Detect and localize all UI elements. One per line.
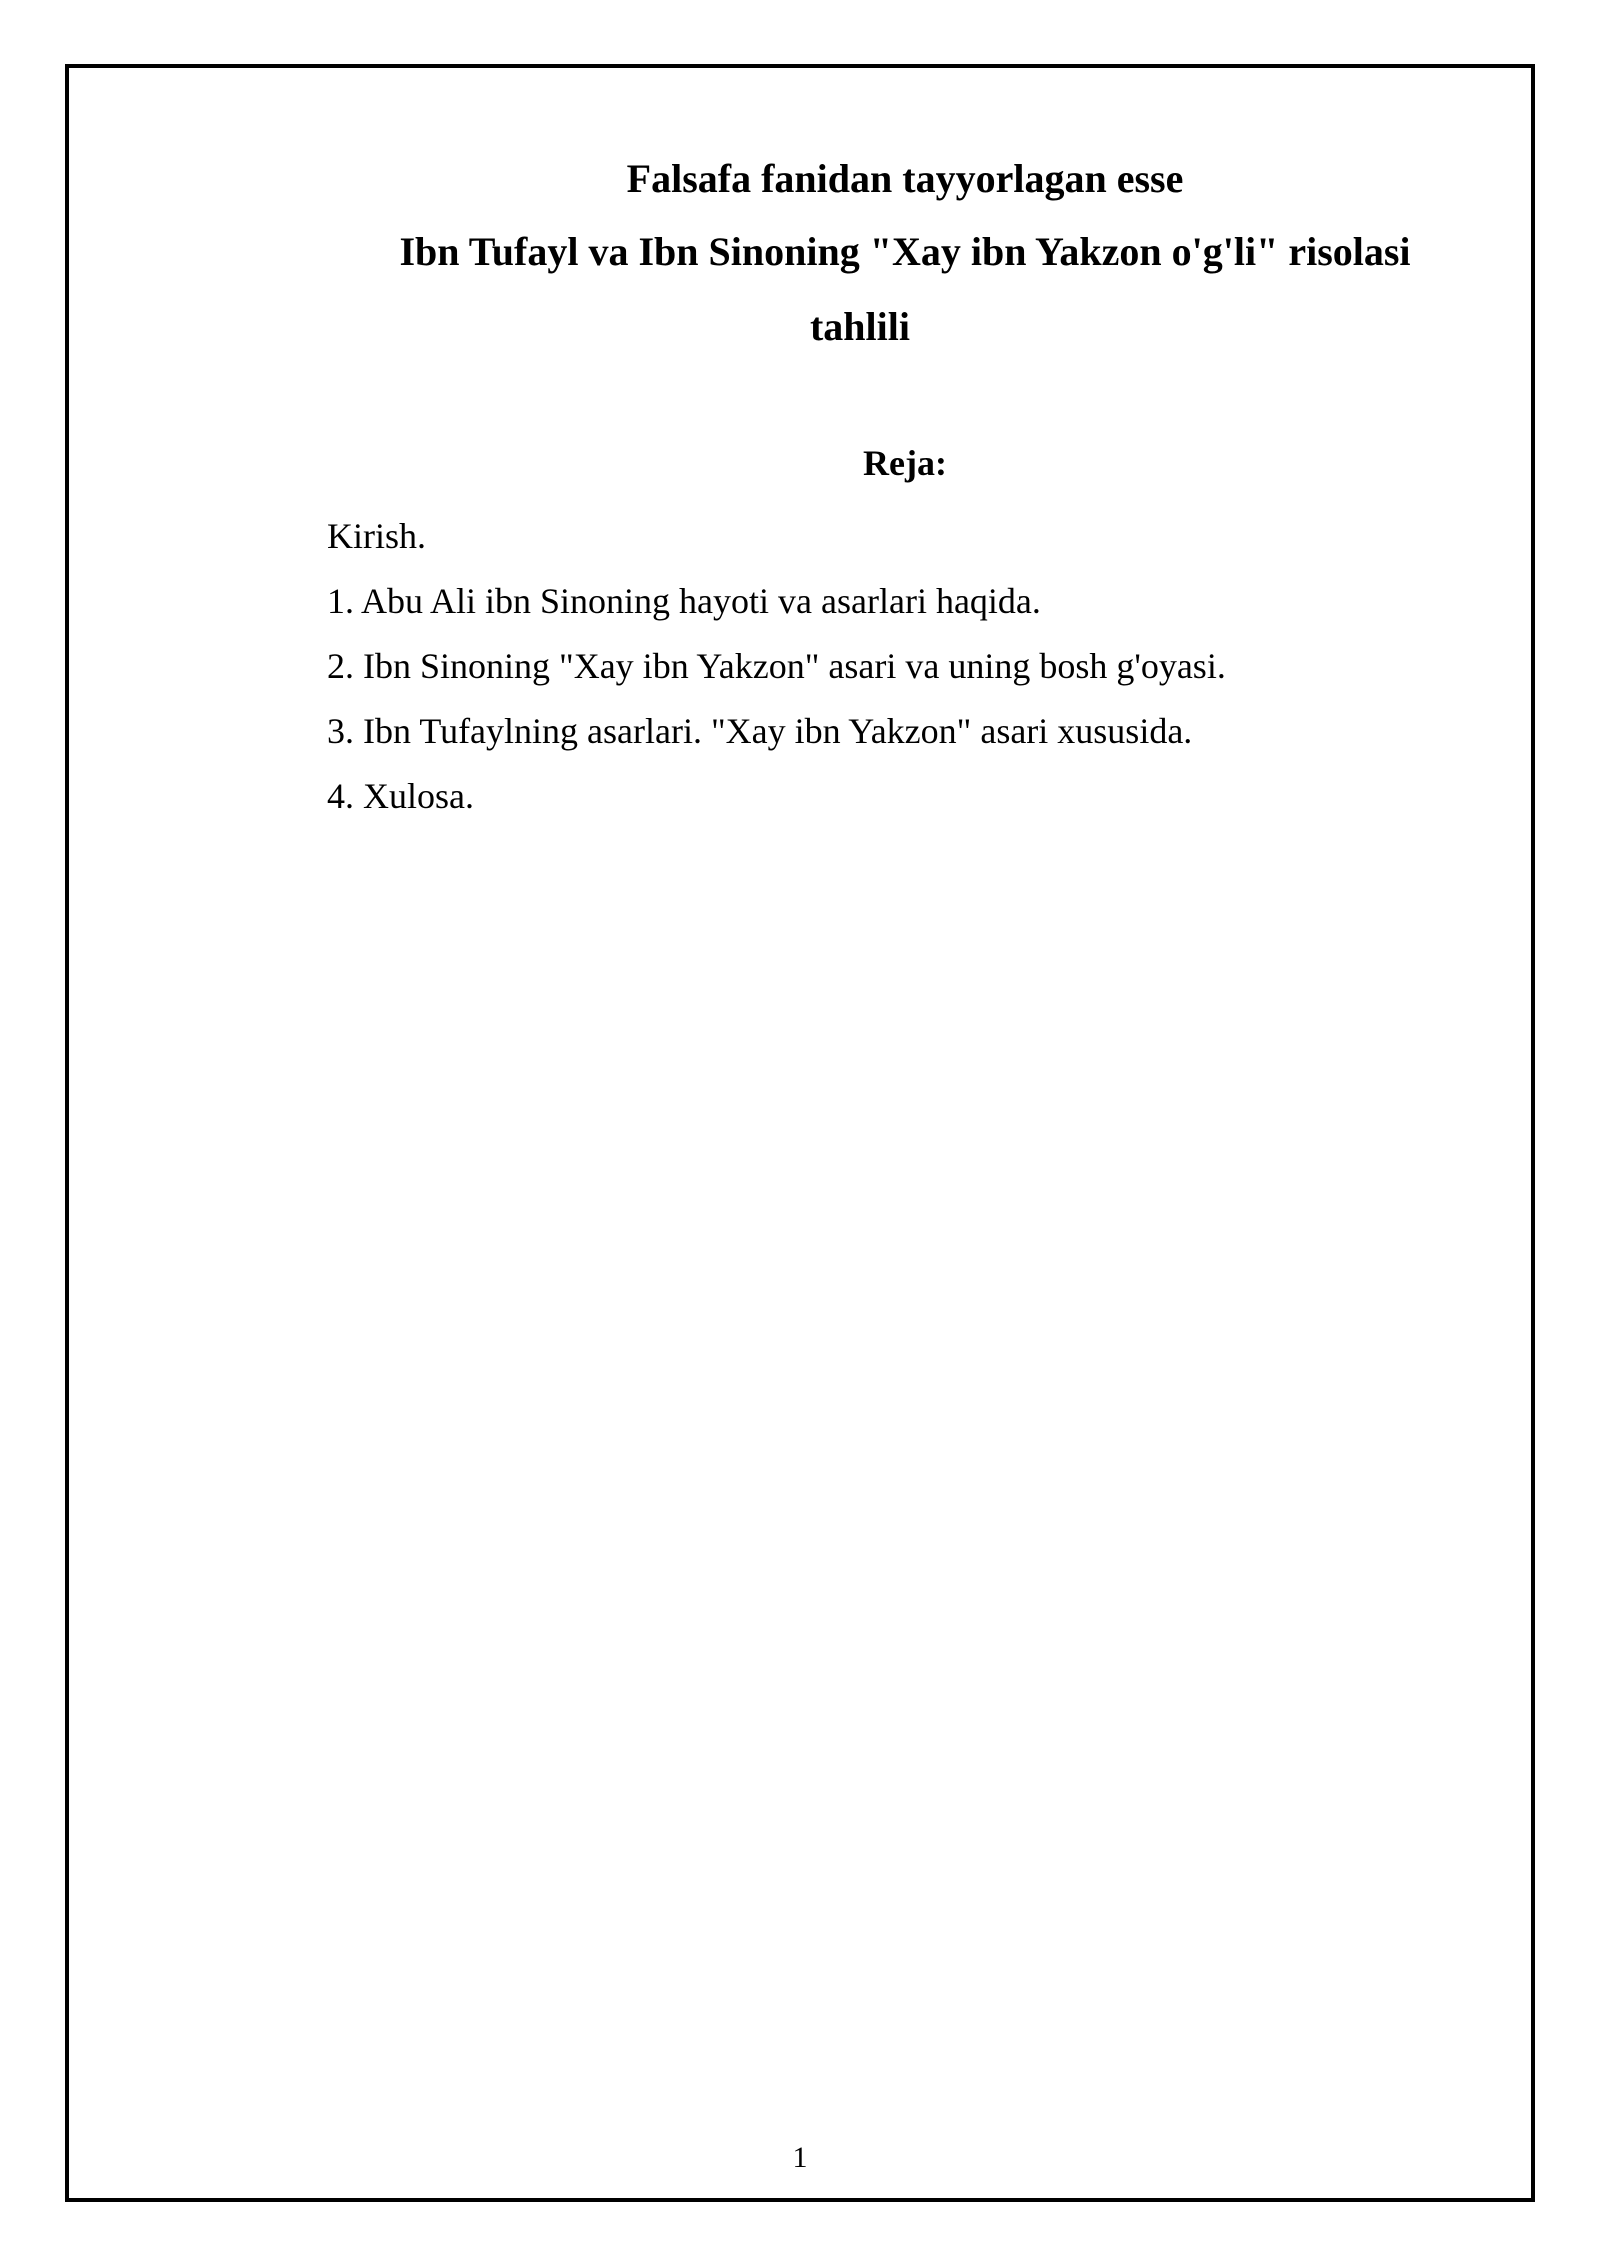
plan-item-2: 2. Ibn Sinoning "Xay ibn Yakzon" asari va uning bosh g'oyasi.	[327, 646, 1226, 686]
document-title-line-1: Falsafa fanidan tayyorlagan esse	[626, 156, 1184, 201]
plan-list	[327, 504, 1226, 829]
plan-item-1: 1. Abu Ali ibn Sinoning hayoti va asarlari haqida.	[327, 581, 1041, 621]
plan-item-intro: Kirish.	[327, 516, 426, 556]
plan-item-3: 3. Ibn Tufaylning asarlari. "Xay ibn Yakzon" asari xususida.	[327, 711, 1193, 751]
plan-item-conclusion: 4. Xulosa.	[327, 776, 474, 816]
document-title-line-2: Ibn Tufayl va Ibn Sinoning "Xay ibn Yakzon o'g'li" risolasi	[399, 229, 1411, 274]
document-title-line-3: tahlili	[809, 304, 911, 349]
page-number: 1	[792, 2141, 808, 2174]
plan-heading: Reja:	[863, 443, 947, 483]
page-frame	[65, 64, 1535, 2202]
